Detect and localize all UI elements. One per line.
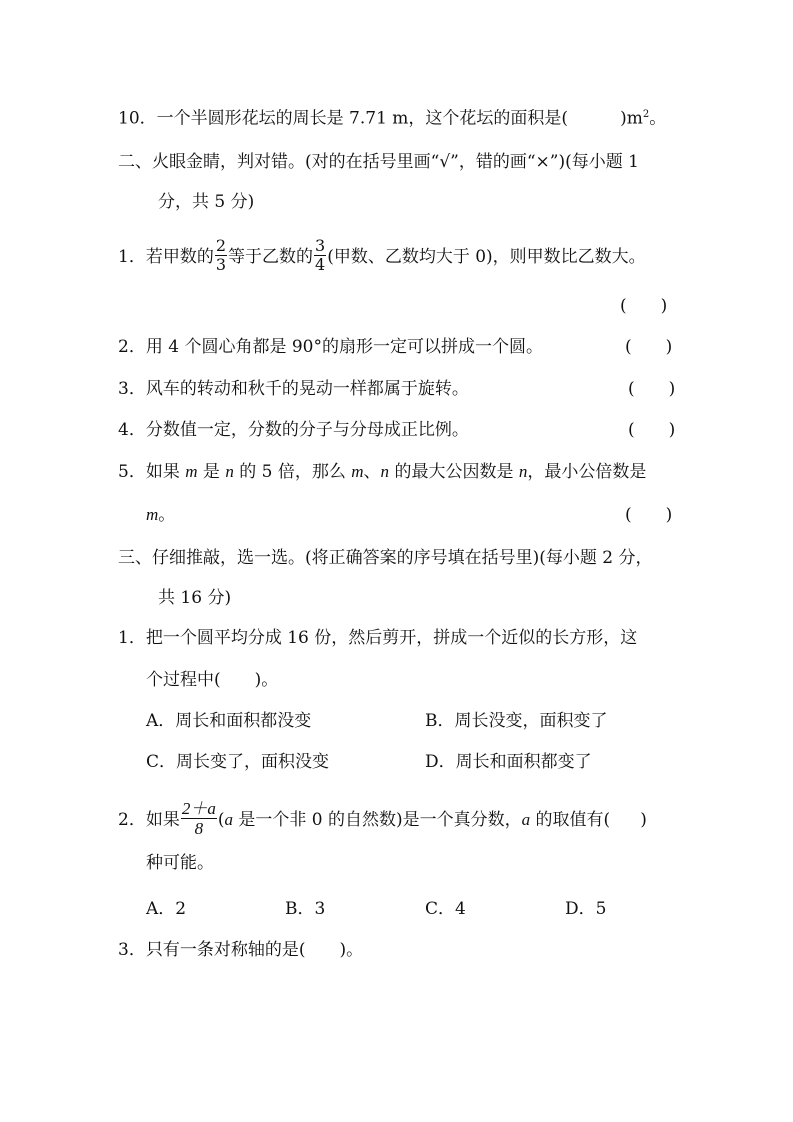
item-text: ，最小公倍数是 [527,462,647,482]
option-a[interactable]: A．2 [146,899,187,919]
option-b[interactable]: B．周长没变，面积变了 [425,711,608,731]
judge-item-3 [118,377,469,401]
answer-parentheses[interactable]: ( ) [620,296,668,316]
question-end-mark: 。 [649,108,667,129]
question-number: 10． [118,108,157,129]
answer-parentheses[interactable]: ( ) [625,337,673,357]
fraction-denominator: 3 [215,255,227,274]
question-text: 一个半圆形花坛的周长是 7.71 m，这个花坛的面积是( [156,108,569,129]
question-number: 3． [118,940,146,960]
item-text: 、 [363,462,381,482]
item-number: 3． [118,379,146,399]
item-text: 如果 [145,462,186,482]
section-2-title-cont: 分，共 5 分) [158,192,255,212]
judge-item-5 [118,460,646,484]
item-text: 。 [158,505,176,525]
item-number: 4． [118,420,146,440]
option-b[interactable]: B．3 [285,899,326,919]
question-text: ( [217,810,225,830]
variable-m: m [185,462,198,481]
fraction-numerator: 2 [215,236,227,255]
question-text: ) [640,810,647,830]
fraction-numerator: 2＋a [181,799,216,818]
item-text: 是 [197,462,226,482]
question-number: 2． [118,810,146,830]
question-text: 是一个非 0 的自然数)是一个真分数， [232,810,522,830]
choice-question-2 [118,799,647,839]
question-text: 把一个圆平均分成 16 份，然后剪开，拼成一个近似的长方形，这 [145,628,638,648]
section-3-title-cont: 共 16 分) [158,588,232,608]
item-text: (甲数、乙数均大于 0)，则甲数比乙数大。 [327,247,646,267]
variable-m: m [146,505,159,524]
variable-a: a [521,810,531,829]
option-a[interactable]: A．周长和面积都没变 [146,711,312,731]
item-text: 风车的转动和秋千的晃动一样都属于旋转。 [145,379,469,399]
item-text: 若甲数的 [145,247,214,267]
item-text: 等于乙数的 [228,247,314,267]
question-number: 1． [118,628,146,648]
superscript: 2 [642,109,650,120]
fraction-two-thirds [215,238,227,273]
question-text: 的取值有( [530,810,611,830]
choice-question-1 [118,626,637,650]
variable-n: n [380,462,390,481]
option-d[interactable]: D．5 [565,899,607,919]
answer-parentheses[interactable]: ( ) [628,379,676,399]
item-text: 用 4 个圆心角都是 90°的扇形一定可以拼成一个圆。 [145,337,543,357]
option-c[interactable]: C．4 [425,899,466,919]
judge-item-4 [118,418,469,442]
option-c[interactable]: C．周长变了，面积没变 [146,752,330,772]
judge-item-1 [118,236,646,275]
variable-a: a [224,810,233,829]
variable-m: m [351,462,364,481]
section-3-title: 三、仔细推敲，选一选。(将正确答案的序号填在括号里)(每小题 2 分， [118,548,653,568]
answer-parentheses[interactable]: ( ) [628,420,676,440]
question-text: 如果 [145,810,180,830]
fraction-2-plus-a-over-8 [181,800,217,837]
judge-item-5-cont [146,503,175,527]
item-number: 1． [118,247,146,267]
section-2-title: 二、火眼金睛，判对错。(对的在括号里画“√”，错的画“×”)(每小题 1 [118,152,639,172]
judge-item-2 [118,335,543,359]
fraction-denominator: 4 [315,255,326,274]
item-text: 的 5 倍，那么 [233,462,352,482]
item-number: 5． [118,462,146,482]
option-d[interactable]: D．周长和面积都变了 [425,752,592,772]
item-text: 的最大公因数是 [389,462,519,482]
answer-parentheses[interactable]: ( ) [625,505,673,525]
question-text-end: )m [620,108,643,129]
item-text: 分数值一定，分数的分子与分母成正比例。 [145,420,469,440]
question-10 [118,103,666,131]
variable-n: n [518,462,528,481]
fraction-numerator: 3 [315,236,326,255]
variable-n: n [225,462,234,481]
choice-question-2-cont: 种可能。 [146,853,214,873]
question-text: 只有一条对称轴的是( )。 [145,940,364,960]
fraction-denominator: 8 [194,819,204,838]
choice-question-3 [118,938,363,962]
choice-question-1-cont: 个过程中( )。 [146,670,279,690]
item-number: 2． [118,337,146,357]
fraction-three-quarters [314,238,326,273]
